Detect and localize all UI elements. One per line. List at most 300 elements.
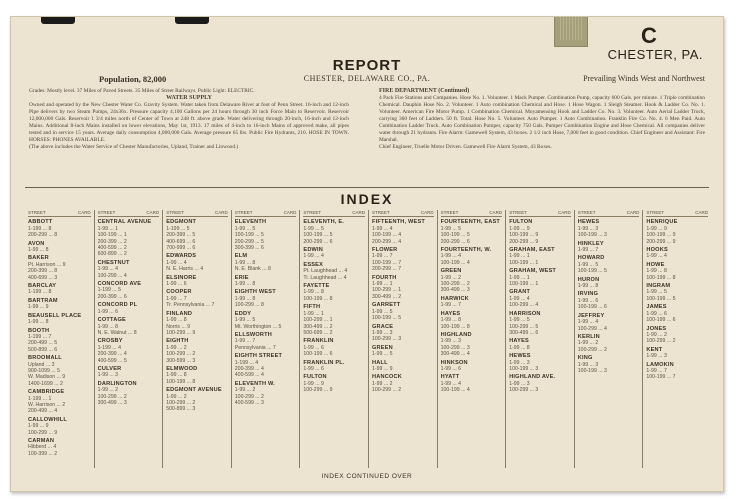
street-range-entry: 1-99 ... 5 <box>577 261 599 268</box>
street-range-entry: 1-199 ... 8 <box>28 225 52 232</box>
street-range-entry: 1-99 ... 8 <box>646 268 667 275</box>
street-range-entry: 100-299 ... 2 <box>371 387 402 394</box>
street-name: BARCLAY <box>28 283 57 290</box>
street-name: HURON <box>577 276 600 283</box>
street-range-entry: 1400-1699 ... 2 <box>28 380 63 387</box>
street-name: ELEVENTH, E. <box>303 219 345 226</box>
street-range-entry: 1-99 ... 9 <box>509 225 530 232</box>
card-index-tab[interactable] <box>554 16 588 47</box>
street-range-entry: 1-99 ... 9 <box>371 365 393 372</box>
street-range-entry: 1-99 ... 4 <box>166 259 187 266</box>
street-range-entry: 100-299 ... 9 <box>303 387 333 394</box>
street-range-entry: N. E. Blank ... 8 <box>234 266 271 273</box>
street-name: HARWICK <box>440 295 469 302</box>
street-range-entry: 100-199 ... 1 <box>509 281 539 288</box>
street-range-entry: 300-499 ... 4 <box>440 351 470 358</box>
street-range-entry: 1-99 ... 3 <box>646 353 667 360</box>
street-range-entry: 1-99 ... 3 <box>371 329 393 336</box>
street-range-entry: 100-299 ... 2 <box>97 393 127 400</box>
street-range-entry: 1-99 ... 9 <box>28 304 49 311</box>
street-name: INGRAM <box>646 283 671 290</box>
index-column <box>505 210 574 468</box>
index-column <box>94 210 163 468</box>
street-range-entry: 1-99 ... 3 <box>577 361 599 368</box>
street-range-entry: 200-499 ... 4 <box>28 408 58 415</box>
street-range-entry: 1-99 ... 5 <box>440 225 462 232</box>
street-range-entry: 500-899 ... 3 <box>166 406 196 413</box>
street-range-entry: 100-299 ... 5 <box>509 323 539 330</box>
street-range-entry: 200-399 ... 6 <box>97 293 127 300</box>
street-range-entry: 1-99 ... 2 <box>646 331 667 338</box>
index-column <box>437 210 506 468</box>
street-range-entry: 100-299 ... 2 <box>440 281 470 288</box>
street-range-entry: 500-899 ... 6 <box>28 346 58 353</box>
street-range-entry: 1-99 ... 6 <box>166 281 187 288</box>
index-column-header <box>509 210 571 217</box>
street-range-entry: 100-299 ... 4 <box>509 302 539 309</box>
street-range-entry: 700-999 ... 6 <box>166 245 196 252</box>
index-column-header <box>98 210 160 217</box>
street-range-entry: 100-199 ... 4 <box>440 387 470 394</box>
binder-hole-middle <box>175 17 209 24</box>
street-name: ELMWOOD <box>166 365 198 372</box>
street-range-entry: 1-99 ... 2 <box>577 340 599 347</box>
street-range-entry: 100-199 ... 9 <box>509 232 539 239</box>
index-column <box>231 210 300 468</box>
street-range-entry: 1-99 ... 8 <box>166 317 187 324</box>
street-range-entry: 100-199 ... 6 <box>646 317 676 324</box>
street-range-entry: 1-199 ... 4 <box>97 344 121 351</box>
street-name: FLOWER <box>371 247 398 254</box>
street-name: ABBOTT <box>28 219 53 226</box>
street-range-entry: 100-399 ... 2 <box>28 450 58 457</box>
street-range-entry: W. Madison ... 9 <box>28 374 66 381</box>
street-range-entry: 1-99 ... 7 <box>646 367 667 374</box>
street-range-entry: 100-199 ... 8 <box>166 378 196 385</box>
street-range-entry: 1-99 ... 3 <box>97 372 119 379</box>
street-range-entry: 100-299 ... 2 <box>234 393 264 400</box>
water-supply-section <box>29 88 349 151</box>
street-range-entry: 1-99 ... 2 <box>166 344 187 351</box>
street-name: FOURTEENTH, W. <box>440 247 492 254</box>
street-name: GREEN <box>371 344 393 351</box>
street-name: HALL <box>371 359 388 366</box>
street-range-entry: 200-299 ... 6 <box>440 238 470 245</box>
street-name: EIGHTH <box>166 338 189 345</box>
street-range-entry: Upland ... 3 <box>28 361 55 368</box>
street-range-entry: 1-99 ... 7 <box>440 302 462 309</box>
street-range-entry: 1-199 ... 5 <box>97 287 121 294</box>
street-range-entry: 1-99 ... 9 <box>303 380 324 387</box>
street-range-entry: Ti. Laughhead ... 4 <box>303 274 347 281</box>
street-range-entry: 1-99 ... 3 <box>509 359 530 366</box>
street-range-entry: 100-199 ... 9 <box>646 232 676 239</box>
fire-department-section <box>379 88 705 151</box>
index-column-header <box>235 210 297 217</box>
divider <box>25 187 709 188</box>
street-range-entry: 1-99 ... 3 <box>577 225 599 232</box>
street-name: FOURTEENTH, EAST <box>440 219 501 226</box>
street-name: BROOMALL <box>28 355 62 362</box>
street-range-entry: 1-99 ... 8 <box>440 317 462 324</box>
street-range-entry: 100-199 ... 3 <box>509 365 539 372</box>
street-range-entry: 1-199 ... 8 <box>28 289 52 296</box>
card-header: CARD <box>215 210 228 215</box>
street-name: HAYES <box>509 338 529 345</box>
street-range-entry: 100-299 ... 9 <box>166 329 196 336</box>
card-header: CARD <box>420 210 434 215</box>
street-range-entry: 100-299 ... 3 <box>509 387 539 394</box>
street-name: IRVING <box>577 291 599 298</box>
general-info: Grades: Mostly level. 37 Miles of Paved Streets. 35 Miles of Street Railways. Public Light: ELECTRIC. <box>29 88 255 94</box>
street-range-entry: 1-99 ... 1 <box>509 274 530 281</box>
street-name: BOOTH <box>28 327 50 334</box>
street-range-entry: N. E. Walnut ... 8 <box>97 329 137 336</box>
index-card <box>10 16 724 492</box>
street-name: HANCOCK <box>371 374 402 381</box>
street-range-entry: 1-99 ... 5 <box>234 225 256 232</box>
street-name: ELEVENTH W. <box>234 380 275 387</box>
street-range-entry: 400-599 ... 2 <box>97 245 127 252</box>
street-range-entry: 100-299 ... 1 <box>371 287 402 294</box>
index-continued-note: INDEX CONTINUED OVER <box>321 473 413 480</box>
street-name: HIGHLAND AVE. <box>509 374 556 381</box>
water-supply-body: Owned and operated by the New Chester Water Co. Gravity System. Water taken from Delaware River at foot of Penn Street. 16-inch and 12-inch Pipe delivers by two Steam Pumps, 24x36x. Pressure capacity 4,100 Gallons per 24 hours through 30 inch Force Main to Reservoir. Reservoir 12,000,000 Gals. Reservoir 1 3/4 miles north of Center of Town at 248 ft. above grade. Water delivering through 20-inch, 16-inch and 12-inch Mains. Additional 8-inch Mains installed on lower elevations, May 1st, 1913. 17 miles of 4-inch to 16-inch Mains of approved make, all pipes tested and in service 15 years. Average daily consumption 4,000,000 Gals. Average pressure 65 lbs. Public Fire Hydrants, 210. HOSE IN TOWN. HORSES: PHONES AVAILABLE. <box>29 102 349 143</box>
street-range-entry: 1-99 ... 7 <box>166 295 187 302</box>
street-name: ELM <box>234 253 248 260</box>
street-range-entry: 200-299 ... 9 <box>646 238 676 245</box>
street-name: FRANKLIN <box>303 338 334 345</box>
street-range-entry: Pt. Harrison ... 9 <box>28 261 66 268</box>
street-range-entry: 1-99 ... 8 <box>28 247 49 254</box>
street-range-entry: 1-99 ... 6 <box>97 308 119 315</box>
street-range-entry: 1-99 ... 4 <box>303 253 324 260</box>
street-name: JAMES <box>646 304 667 311</box>
street-name: HINKLEY <box>577 240 604 247</box>
index-column <box>574 210 643 468</box>
street-range-entry: 100-199 ... 4 <box>371 232 402 239</box>
fire-department-body: 4 Pack Fire Stations and Companies. Hose No. 1. Volunteer. 1 Mack Pumper. Combination Pump, capacity 600 Gals. per minute. 1 Triple combination Chemical. Dauphin Hose No. 2. Volunteer. 1 Auto combination Chemical and Hose. 1 Hose Wagon. 1 Sleigh Steamer. Hook & Ladder Co. No. 1. Volunteer. American Fire Motor Pump. 1 Combination Chemical. Moyamensing Hook and Ladder Co. No. 3. Volunteer. Auto Aerial Ladder Truck, carrying 360 feet of Ladders. 50 ft. Total. Hose No. 5. Volunteer. Auto Pumper. 1 Auto Combination. Franklin Fire Co. No. 4. 6 Men Paid. Auto Combination Ladder Truck. Auto Combination Pumper, capacity 750 Gals. Pumper Combination Engine and Hose Chemical. All companies deliver water through 21 hydrants. Fire Alarm: Gamewell System, 43 boxes. 2 1/2 inch Hose, 7,000 feet in good condition. Chief Engineer and Assistant: Fire Marshal. <box>379 95 705 143</box>
street-range-entry: 900-1099 ... 5 <box>28 367 61 374</box>
index-column-header <box>646 210 708 217</box>
street-name: CROSBY <box>97 338 123 345</box>
street-range-entry: 1-99 ... 9 <box>646 225 667 232</box>
street-name: FIFTEENTH, WEST <box>371 219 426 226</box>
street-range-entry: 1-99 ... 2 <box>97 387 119 394</box>
prevailing-winds: Prevailing Winds West and Northwest <box>583 74 705 83</box>
street-name: HEWES <box>509 353 531 360</box>
street-header: STREET <box>166 210 184 215</box>
city-name: CHESTER, PA. <box>607 47 703 62</box>
report-subtitle: CHESTER, DELAWARE CO., PA. <box>303 74 431 83</box>
street-name: ERIE <box>234 274 249 281</box>
street-header: STREET <box>577 210 596 215</box>
street-name: FINLAND <box>166 310 193 317</box>
street-range-entry: 1-99 ... 1 <box>509 253 530 260</box>
street-name: DARLINGTON <box>97 380 137 387</box>
street-range-entry: 1-99 ... 2 <box>166 393 187 400</box>
street-range-entry: 1-99 ... 2 <box>234 387 256 394</box>
index-column <box>25 210 94 468</box>
street-range-entry: Tr. Pennsylvania ... 7 <box>166 302 215 309</box>
street-range-entry: 1-99 ... 8 <box>28 319 49 326</box>
street-range-entry: 1-199 ... 1 <box>28 395 52 402</box>
street-range-entry: 100-199 ... 8 <box>303 295 333 302</box>
street-range-entry: 1-99 ... 3 <box>440 338 462 345</box>
street-name: FULTON <box>509 219 533 226</box>
street-name: HINKSON <box>440 359 468 366</box>
street-range-entry: Pt. Laughhead ... 4 <box>303 268 348 275</box>
street-range-entry: 200-399 ... 2 <box>97 238 127 245</box>
street-name: CONCORD AVE <box>97 281 142 288</box>
street-range-entry: 100-199 ... 5 <box>646 295 676 302</box>
street-range-entry: 100-199 ... 5 <box>371 315 402 322</box>
street-range-entry: 1-99 ... 8 <box>303 289 324 296</box>
street-range-entry: 200-299 ... 5 <box>234 238 264 245</box>
street-name: HEWES <box>577 219 600 226</box>
street-name: GRACE <box>371 323 394 330</box>
card-header: CARD <box>283 210 297 215</box>
street-name: JONES <box>646 325 667 332</box>
street-range-entry: 100-299 ... 3 <box>371 336 402 343</box>
street-name: HOOKS <box>646 247 668 254</box>
index-column-header <box>303 210 365 217</box>
street-name: EDDY <box>234 310 252 317</box>
street-range-entry: 300-599 ... 3 <box>166 357 196 364</box>
street-range-entry: 1-99 ... 1 <box>371 281 393 288</box>
street-range-entry: 100-299 ... 4 <box>97 272 127 279</box>
street-range-entry: 100-199 ... 7 <box>646 374 676 381</box>
index-column-header <box>372 210 434 217</box>
binder-hole-left <box>41 17 75 24</box>
street-range-entry: 300-499 ... 3 <box>97 399 127 406</box>
card-header: CARD <box>626 210 640 215</box>
street-range-entry: Norris ... 9 <box>166 323 191 330</box>
street-header: STREET <box>97 210 116 215</box>
street-range-entry: 400-599 ... 5 <box>97 357 127 364</box>
street-range-entry: 1-99 ... 4 <box>371 225 393 232</box>
street-range-entry: 200-299 ... 7 <box>371 266 402 273</box>
street-range-entry: 1-99 ... 8 <box>234 281 256 288</box>
street-range-entry: 1-99 ... 8 <box>234 259 256 266</box>
street-range-entry: 1-99 ... 9 <box>28 423 49 430</box>
street-range-entry: 1-99 ... 1 <box>303 310 324 317</box>
street-range-entry: 1-99 ... 3 <box>509 380 530 387</box>
street-range-entry: 100-199 ... 3 <box>577 232 607 239</box>
street-range-entry: 1-99 ... 5 <box>234 317 256 324</box>
street-range-entry: 200-399 ... 4 <box>234 365 264 372</box>
street-range-entry: 1-99 ... 7 <box>577 247 599 254</box>
street-name: FRANKLIN PL. <box>303 359 345 366</box>
card-header: CARD <box>77 210 91 215</box>
street-range-entry: N. E. Harris ... 4 <box>166 266 204 273</box>
street-range-entry: Hibberd ... 4 <box>28 444 57 451</box>
street-name: EIGHTH STREET <box>234 353 283 360</box>
street-range-entry: 100-299 ... 2 <box>166 399 196 406</box>
street-range-entry: 100-299 ... 2 <box>577 346 607 353</box>
street-name: EDWARDS <box>166 253 197 260</box>
street-range-entry: 100-199 ... 6 <box>303 351 333 358</box>
street-range-entry: 600-899 ... 2 <box>97 251 127 258</box>
street-range-entry: 100-199 ... 6 <box>577 304 607 311</box>
street-range-entry: 200-299 ... 6 <box>303 238 333 245</box>
street-index <box>25 210 711 468</box>
index-column-header <box>441 210 503 217</box>
street-range-entry: 100-199 ... 8 <box>646 274 676 281</box>
index-column-header <box>28 210 91 217</box>
street-range-entry: 100-299 ... 4 <box>577 325 607 332</box>
index-column-header <box>166 210 228 217</box>
street-header: STREET <box>28 210 46 215</box>
street-range-entry: 100-299 ... 2 <box>166 351 196 358</box>
street-range-entry: W. Harrison ... 2 <box>28 401 66 408</box>
street-name: CAMBRIDGE <box>28 389 65 396</box>
street-name: ELSINORE <box>166 274 197 281</box>
street-range-entry: 1-99 ... 4 <box>509 295 530 302</box>
card-header: CARD <box>558 210 571 215</box>
street-range-entry: 300-399 ... 6 <box>234 245 264 252</box>
street-range-entry: 1-99 ... 5 <box>303 225 324 232</box>
street-name: FULTON <box>303 374 327 381</box>
street-range-entry: 1-99 ... 6 <box>303 344 324 351</box>
card-header: CARD <box>695 210 708 215</box>
street-range-entry: 100-199 ... 4 <box>440 259 470 266</box>
street-range-entry: 1-99 ... 7 <box>371 253 393 260</box>
street-name: KENT <box>646 346 663 353</box>
street-range-entry: 100-199 ... 5 <box>303 232 333 239</box>
street-range-entry: 1-99 ... 6 <box>646 310 667 317</box>
street-range-entry: 1-99 ... 8 <box>97 323 119 330</box>
fire-department-heading: FIRE DEPARTMENT (Continued) <box>379 88 470 94</box>
street-range-entry: Mt. Worthington ... 5 <box>234 323 282 330</box>
street-name: FOURTH <box>371 274 397 281</box>
index-column <box>642 210 711 468</box>
street-range-entry: 400-699 ... 6 <box>166 238 196 245</box>
street-range-entry: 1-99 ... 4 <box>440 380 462 387</box>
street-name: CARMAN <box>28 438 55 444</box>
street-header: STREET <box>646 210 665 215</box>
water-supply-footnote: (The above includes the Water Service of Chester Manufactories, Upland, Trainer and Linwood.) <box>29 144 239 150</box>
street-name: HARRISON <box>509 310 541 317</box>
street-range-entry: 1-199 ... 5 <box>166 225 190 232</box>
street-name: LAMOKIN <box>646 361 674 368</box>
street-name: HIGHLAND <box>440 331 472 338</box>
street-name: HOWARD <box>577 255 605 262</box>
street-range-entry: 1-99 ... 2 <box>440 274 462 281</box>
street-range-entry: 400-699 ... 3 <box>28 274 58 281</box>
street-range-entry: 200-299 ... 9 <box>509 238 539 245</box>
street-range-entry: 400-599 ... 3 <box>234 399 264 406</box>
street-range-entry: 200-399 ... 8 <box>28 268 58 275</box>
street-name: BARTRAM <box>28 297 58 304</box>
street-name: HENRIQUE <box>646 219 678 226</box>
street-range-entry: 100-299 ... 8 <box>234 302 264 309</box>
street-range-entry: 100-299 ... 9 <box>28 429 58 436</box>
street-range-entry: 300-499 ... 2 <box>303 323 333 330</box>
street-name: GREEN <box>440 268 462 275</box>
street-range-entry: 200-299 ... 8 <box>28 232 58 239</box>
street-name: CALLOWHILL <box>28 416 67 423</box>
water-supply-heading: WATER SUPPLY <box>166 95 212 101</box>
street-header: STREET <box>234 210 253 215</box>
street-name: KING <box>577 355 593 362</box>
street-name: GARRETT <box>371 302 401 309</box>
street-name: BAKER <box>28 255 49 262</box>
street-name: ELEVENTH <box>234 219 267 226</box>
street-name: EDGMONT AVENUE <box>166 387 222 394</box>
street-range-entry: 1-199 ... 4 <box>234 359 259 366</box>
street-name: ESSEX <box>303 261 324 268</box>
street-name: HAYES <box>440 310 461 317</box>
street-range-entry: 300-499 ... 6 <box>509 329 539 336</box>
street-range-entry: 1-99 ... 5 <box>371 308 393 315</box>
street-range-entry: 500-699 ... 2 <box>303 329 333 336</box>
index-column <box>299 210 368 468</box>
street-range-entry: 1-99 ... 2 <box>371 380 393 387</box>
street-range-entry: 100-199 ... 5 <box>577 268 607 275</box>
street-header: STREET <box>303 210 322 215</box>
street-range-entry: 1-99 ... 4 <box>646 253 667 260</box>
street-name: COOPER <box>166 289 192 296</box>
street-range-entry: 100-199 ... 8 <box>440 323 470 330</box>
street-range-entry: 100-299 ... 3 <box>440 344 470 351</box>
street-range-entry: 1-99 ... 8 <box>234 295 256 302</box>
section-letter: C <box>641 23 657 48</box>
street-name: JEFFREY <box>577 312 605 319</box>
street-name: CONCORD PL <box>97 302 138 309</box>
street-name: EDGMONT <box>166 219 197 226</box>
street-range-entry: 1-199 ... 7 <box>28 333 52 340</box>
street-name: HYATT <box>440 374 460 381</box>
street-range-entry: 1-99 ... 6 <box>440 365 462 372</box>
street-range-entry: 200-399 ... 4 <box>97 351 127 358</box>
street-range-entry: 1-99 ... 4 <box>577 319 599 326</box>
street-range-entry: 1-99 ... 1 <box>97 225 119 232</box>
street-range-entry: 100-199 ... 5 <box>440 232 470 239</box>
street-name: GRAHAM, EAST <box>509 247 555 254</box>
street-range-entry: 400-599 ... 4 <box>234 372 264 379</box>
street-range-entry: 1-99 ... 8 <box>509 344 530 351</box>
index-column-header <box>578 210 640 217</box>
street-name: FIFTH <box>303 304 321 311</box>
street-range-entry: 1-99 ... 6 <box>303 365 324 372</box>
street-name: HOWE <box>646 261 665 268</box>
street-range-entry: 100-199 ... 7 <box>371 259 402 266</box>
street-range-entry: 100-299 ... 1 <box>303 317 333 324</box>
street-name: EIGHTH WEST <box>234 289 276 296</box>
street-range-entry: 100-199 ... 1 <box>509 259 539 266</box>
street-range-entry: 1-99 ... 5 <box>646 289 667 296</box>
card-header: CARD <box>352 210 365 215</box>
street-range-entry: 1-99 ... 5 <box>371 351 393 358</box>
population: Population, 82,000 <box>99 74 167 84</box>
street-header: STREET <box>371 210 390 215</box>
street-name: GRAHAM, WEST <box>509 268 557 275</box>
street-range-entry: 1-99 ... 8 <box>577 283 599 290</box>
street-name: CULVER <box>97 365 122 372</box>
street-range-entry: 1-99 ... 4 <box>97 266 119 273</box>
street-header: STREET <box>440 210 459 215</box>
street-range-entry: 1-99 ... 7 <box>234 338 256 345</box>
index-title: INDEX <box>340 191 394 207</box>
street-range-entry: 1-99 ... 6 <box>577 297 599 304</box>
card-header: CARD <box>489 210 503 215</box>
report-title: REPORT <box>332 57 402 74</box>
street-name: GRANT <box>509 289 531 296</box>
street-name: AVON <box>28 240 45 247</box>
street-range-entry: Pennsylvania ... 7 <box>234 344 276 351</box>
street-range-entry: 100-199 ... 3 <box>577 367 607 374</box>
